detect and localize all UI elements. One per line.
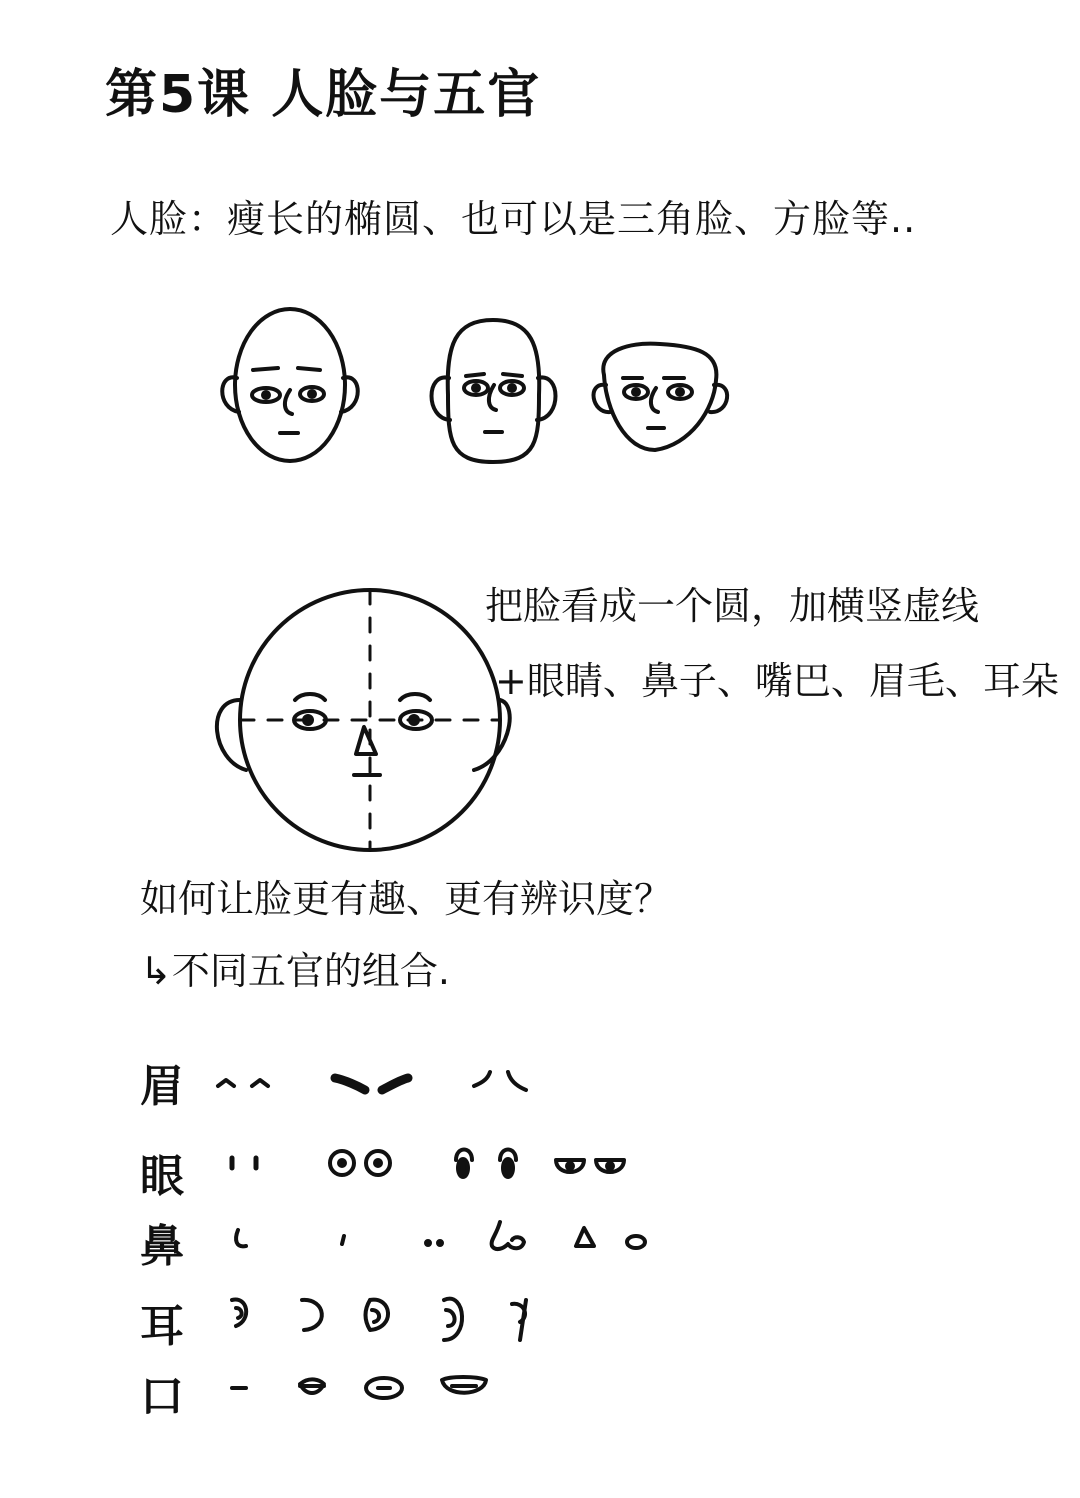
oval-face-drawing	[222, 309, 358, 461]
triangle-face-drawing	[594, 344, 728, 450]
ear-row-label: 耳	[140, 1301, 184, 1352]
nose-row-label: 鼻	[140, 1221, 184, 1272]
lesson-title: 第5课 人脸与五官	[105, 65, 542, 125]
eye-row-label: 眼	[140, 1151, 184, 1202]
eyebrow-variants	[218, 1072, 526, 1090]
ear-variants	[232, 1299, 526, 1340]
face-shapes-note: 人脸：瘦长的椭圆、也可以是三角脸、方脸等..	[110, 197, 917, 241]
answer-text: ↳不同五官的组合.	[140, 949, 450, 993]
construction-note-line1: 把脸看成一个圆，加横竖虚线	[485, 584, 980, 628]
question-text: 如何让脸更有趣、更有辨识度？	[140, 877, 673, 921]
mouth-row-label: 口	[140, 1371, 184, 1422]
mouth-variants	[232, 1377, 486, 1398]
square-face-drawing	[432, 320, 556, 462]
eyebrow-row-label: 眉	[140, 1061, 184, 1112]
construction-note-line2: +眼睛、鼻子、嘴巴、眉毛、耳朵	[495, 659, 1059, 703]
eye-variants	[232, 1150, 624, 1178]
construction-face-drawing	[217, 590, 510, 850]
nose-variants	[236, 1222, 645, 1249]
